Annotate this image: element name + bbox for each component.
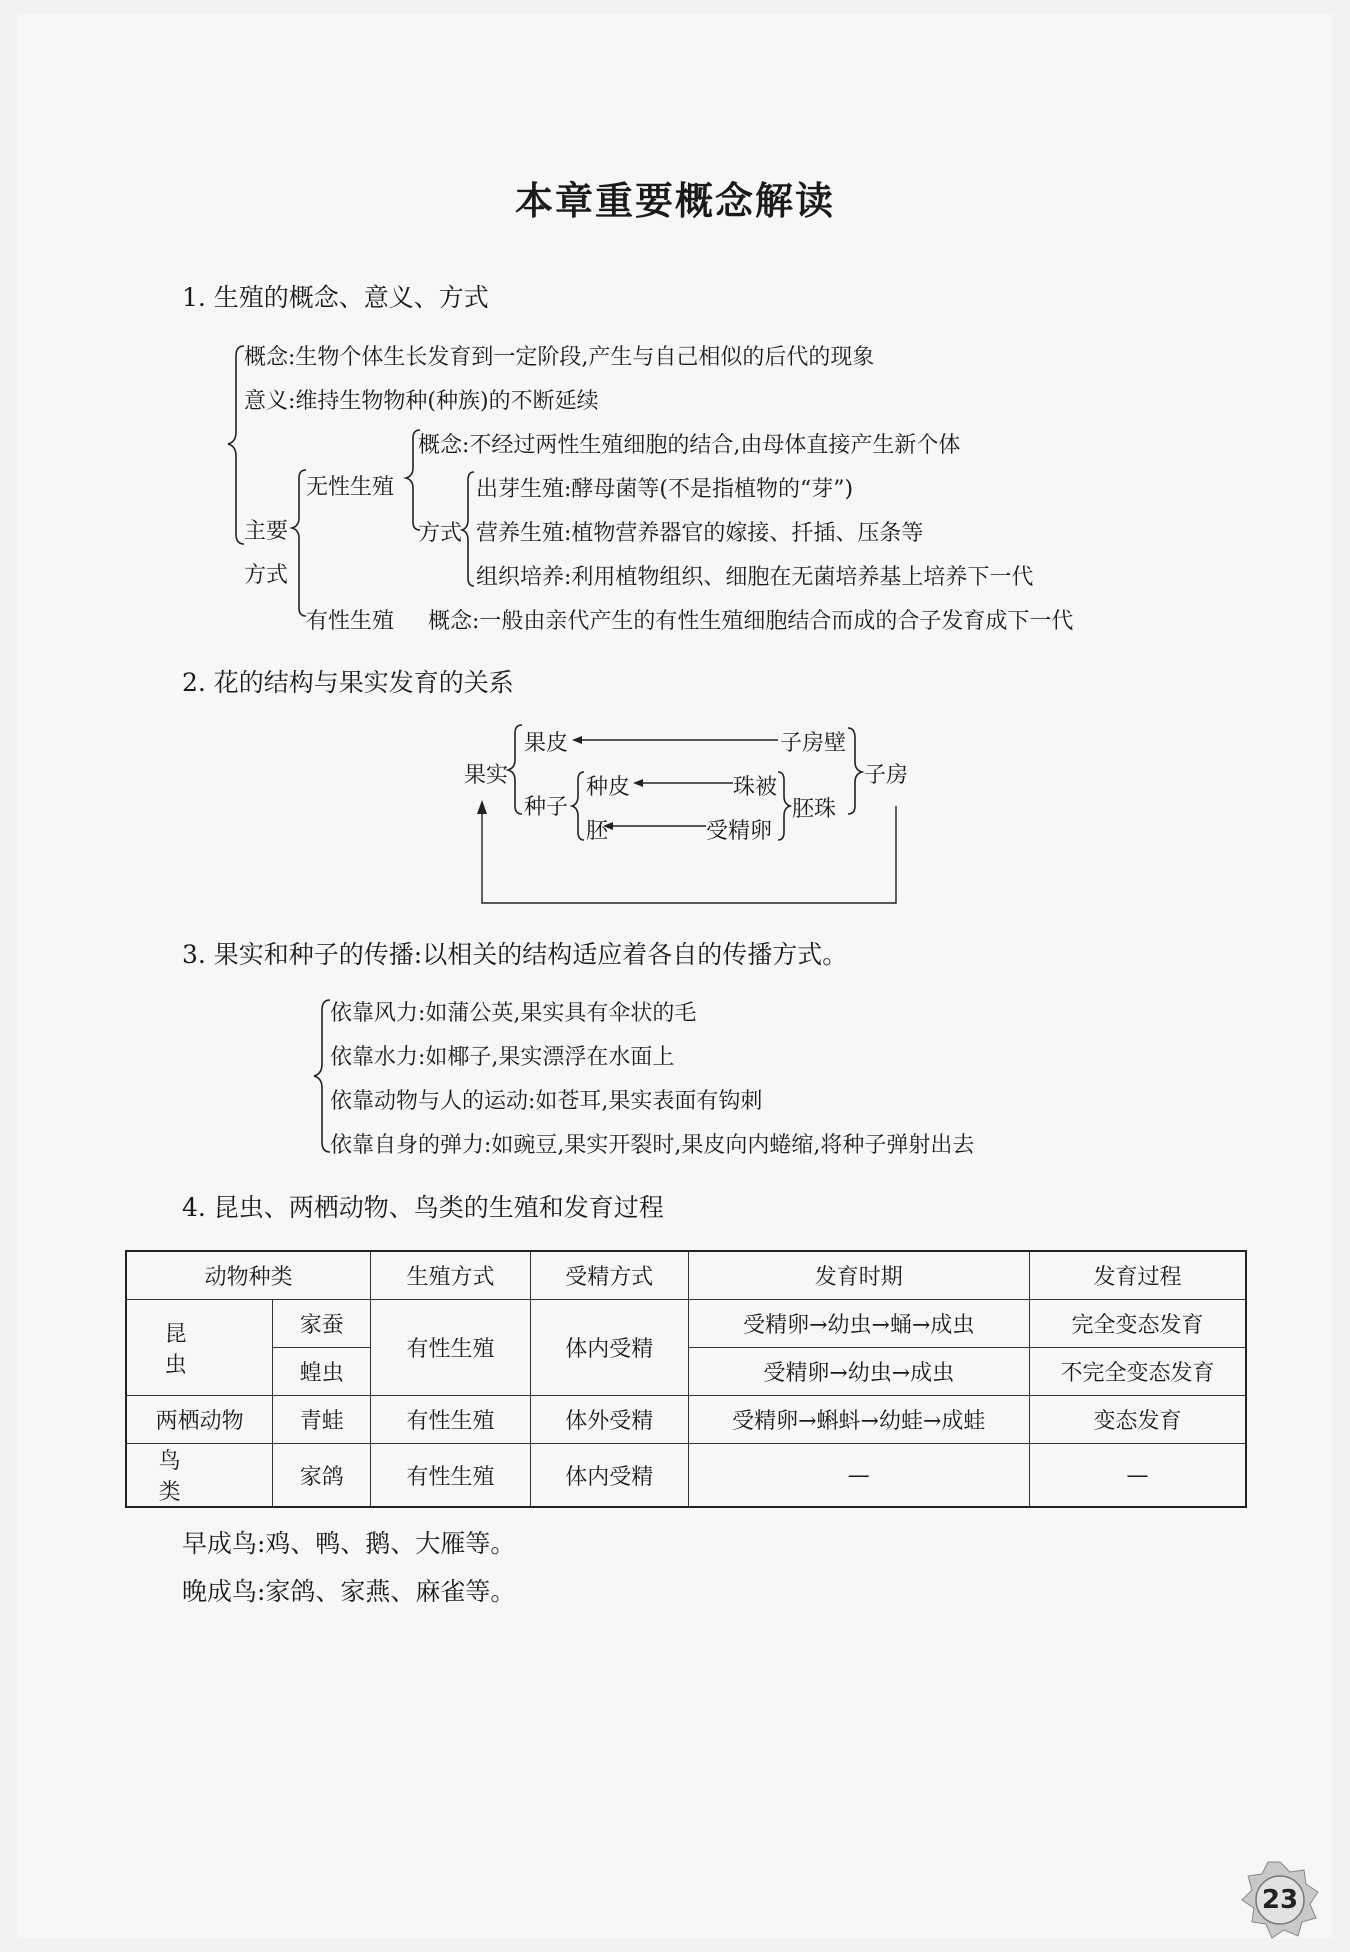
cell-insect-reproduction: 有性生殖 xyxy=(371,1300,531,1396)
s1-meaning: 意义:维持生物物种(种族)的不断延续 xyxy=(244,389,599,414)
s1-concept: 概念:生物个体生长发育到一定阶段,产生与自己相似的后代的现象 xyxy=(244,345,875,370)
s2-ovary: 子房 xyxy=(864,763,909,788)
cell-frog-process: 变态发育 xyxy=(1029,1396,1246,1444)
s1-tissue: 组织培养:利用植物组织、细胞在无菌培养基上培养下一代 xyxy=(476,565,1034,590)
cell-frog-reproduction: 有性生殖 xyxy=(371,1396,531,1444)
cell-bird-reproduction: 有性生殖 xyxy=(371,1444,531,1508)
s1-main-way-2: 方式 xyxy=(244,563,289,588)
s2-embryo: 胚 xyxy=(586,819,609,844)
cell-insect-fertilization: 体内受精 xyxy=(530,1300,688,1396)
cell-locust-process: 不完全变态发育 xyxy=(1029,1348,1246,1396)
cell-frog-fertilization: 体外受精 xyxy=(530,1396,688,1444)
s1-vegetative: 营养生殖:植物营养器官的嫁接、扦插、压条等 xyxy=(476,521,924,546)
cell-insect: 昆虫 xyxy=(126,1300,273,1396)
cell-bird-fertilization: 体内受精 xyxy=(530,1444,688,1508)
s1-sexual: 有性生殖 xyxy=(306,609,395,634)
cell-silkworm-process: 完全变态发育 xyxy=(1029,1300,1246,1348)
header-animal-type: 动物种类 xyxy=(126,1251,371,1300)
cell-locust: 蝗虫 xyxy=(273,1348,371,1396)
s1-asexual: 无性生殖 xyxy=(306,475,395,500)
note-altricial: 晚成鸟:家鸽、家燕、麻雀等。 xyxy=(182,1577,516,1606)
cell-pigeon: 家鸽 xyxy=(273,1444,371,1508)
s1-main-way-1: 主要 xyxy=(244,519,289,544)
cell-locust-period: 受精卵→幼虫→成虫 xyxy=(688,1348,1029,1396)
s3-item-animal: 依靠动物与人的运动:如苍耳,果实表面有钩刺 xyxy=(330,1089,763,1114)
note-precocial: 早成鸟:鸡、鸭、鹅、大雁等。 xyxy=(182,1529,516,1558)
s3-item-water: 依靠水力:如椰子,果实漂浮在水面上 xyxy=(330,1045,675,1070)
header-process: 发育过程 xyxy=(1029,1251,1246,1300)
s1-way-label: 方式 xyxy=(418,521,463,546)
section-2-heading: 2. 花的结构与果实发育的关系 xyxy=(182,668,514,697)
cell-frog: 青蛙 xyxy=(273,1396,371,1444)
cell-bird: 鸟类 xyxy=(126,1444,273,1508)
cell-bird-period: — xyxy=(688,1444,1029,1508)
cell-silkworm-period: 受精卵→幼虫→蛹→成虫 xyxy=(688,1300,1029,1348)
cell-amphibian: 两栖动物 xyxy=(126,1396,273,1444)
s2-pericarp: 果皮 xyxy=(524,731,569,756)
cell-bird-process: — xyxy=(1029,1444,1246,1508)
s2-fertilized-egg: 受精卵 xyxy=(706,819,773,844)
s1-sexual-concept: 概念:一般由亲代产生的有性生殖细胞结合而成的合子发育成下一代 xyxy=(428,609,1074,634)
cell-silkworm: 家蚕 xyxy=(273,1300,371,1348)
s1-budding: 出芽生殖:酵母菌等(不是指植物的“芽”) xyxy=(476,477,854,502)
table-row xyxy=(126,1444,1246,1508)
s2-ovary-wall: 子房壁 xyxy=(780,731,847,756)
s2-seed-coat: 种皮 xyxy=(586,775,631,800)
s3-item-self: 依靠自身的弹力:如豌豆,果实开裂时,果皮向内蜷缩,将种子弹射出去 xyxy=(330,1133,975,1158)
cell-frog-period: 受精卵→蝌蚪→幼蛙→成蛙 xyxy=(688,1396,1029,1444)
header-fertilization: 受精方式 xyxy=(530,1251,688,1300)
page-number-badge xyxy=(1240,1860,1320,1940)
page-title: 本章重要概念解读 xyxy=(514,178,835,223)
header-period: 发育时期 xyxy=(688,1251,1029,1300)
s2-seed: 种子 xyxy=(524,795,569,820)
s3-item-wind: 依靠风力:如蒲公英,果实具有伞状的毛 xyxy=(330,1001,697,1026)
table-row xyxy=(126,1300,1246,1348)
section-3-heading: 3. 果实和种子的传播:以相关的结构适应着各自的传播方式。 xyxy=(182,940,848,969)
reproduction-table xyxy=(125,1250,1247,1508)
s2-ovule: 胚珠 xyxy=(792,797,837,822)
table-header-row xyxy=(126,1251,1246,1300)
s2-fruit: 果实 xyxy=(464,763,509,788)
table-row xyxy=(126,1396,1246,1444)
header-reproduction: 生殖方式 xyxy=(371,1251,531,1300)
section-4-heading: 4. 昆虫、两栖动物、鸟类的生殖和发育过程 xyxy=(182,1193,664,1222)
page-number: 23 xyxy=(1261,1885,1299,1915)
section-1-heading: 1. 生殖的概念、意义、方式 xyxy=(182,283,489,312)
s1-asexual-concept: 概念:不经过两性生殖细胞的结合,由母体直接产生新个体 xyxy=(418,433,961,458)
s2-integument: 珠被 xyxy=(733,775,778,800)
